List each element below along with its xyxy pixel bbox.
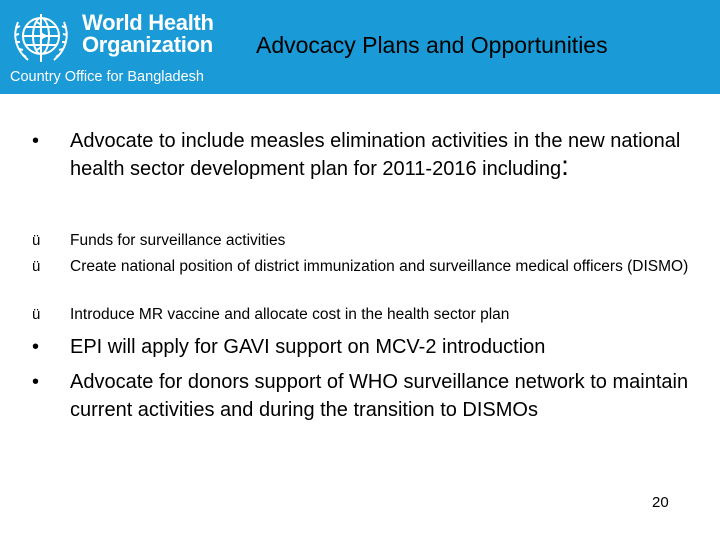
- bullet-item: [32, 127, 690, 183]
- check-text: Funds for surveillance activities: [70, 232, 286, 249]
- check-item: [32, 231, 690, 250]
- check-item: [32, 257, 690, 276]
- bullet-text: Advocate to include measles elimination activities in the new national health sector development plan for 2011-2016 including: [70, 130, 681, 180]
- bullet-text: EPI will apply for GAVI support on MCV-2 introduction: [70, 336, 546, 358]
- bullet-icon: •: [32, 336, 40, 358]
- org-line-2: Organization: [82, 32, 213, 57]
- bullet-icon: •: [32, 371, 40, 393]
- checkmark-icon: ü: [32, 306, 41, 323]
- page-number: 20: [652, 494, 669, 511]
- checkmark-icon: ü: [32, 232, 41, 249]
- bullet-colon: :: [561, 150, 569, 181]
- bullet-item: [32, 368, 690, 424]
- check-text: Introduce MR vaccine and allocate cost in the health sector plan: [70, 306, 510, 323]
- country-office-label: Country Office for Bangladesh: [10, 69, 204, 85]
- bullet-text: Advocate for donors support of WHO surveillance network to maintain current activities and during the transition to DISMOs: [70, 371, 689, 421]
- org-line-1: World Health: [82, 10, 214, 35]
- slide-title: Advocacy Plans and Opportunities: [256, 32, 608, 58]
- check-item: [32, 305, 690, 324]
- bullet-item: [32, 333, 690, 361]
- check-text: Create national position of district immunization and surveillance medical officers (DISMO): [70, 258, 689, 275]
- bullet-icon: •: [32, 130, 40, 152]
- checkmark-icon: ü: [32, 258, 41, 275]
